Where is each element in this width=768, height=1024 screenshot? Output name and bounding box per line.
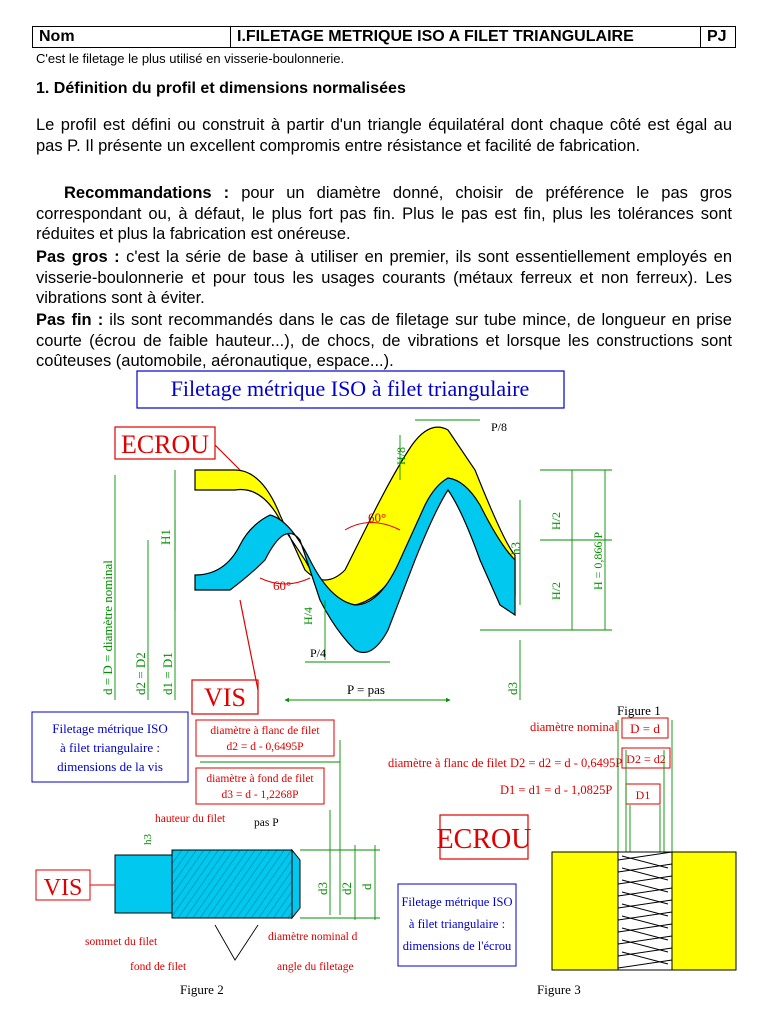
figure-2-caption: Figure 2 xyxy=(180,982,224,997)
fig3-box-line2: à filet triangulaire : xyxy=(408,917,506,931)
h3-label: h3 xyxy=(508,542,523,555)
fig3-D-eq: D = d xyxy=(630,721,660,736)
ecrou-leader xyxy=(215,445,240,470)
fig3-D2-eq: D2 = d2 xyxy=(626,752,666,766)
fig2-fond-1: diamètre à fond de filet xyxy=(206,773,314,785)
h8-label: H/8 xyxy=(394,447,408,465)
figure-3 xyxy=(388,718,736,997)
angle-top: 60° xyxy=(368,510,387,525)
fig2-pas: pas P xyxy=(254,817,279,829)
fig2-angle: angle du filetage xyxy=(277,961,354,973)
p4-label: P/4 xyxy=(310,646,327,660)
fig3-D1-formula: D1 = d1 = d - 1,0825P xyxy=(500,783,613,797)
fig2-fond-2: d3 = d - 1,2268P xyxy=(221,789,299,801)
section-heading: 1. Définition du profil et dimensions normalisées xyxy=(36,80,406,97)
fig2-d: d xyxy=(359,883,374,890)
pas-label: P = pas xyxy=(347,682,385,697)
pas-gros-text: c'est la série de base à utiliser en premier, ils sont essentiellement employés en visserie-boulonnerie et pour tous les usages courants (métaux ferreux et non ferreux). Les vibrations sont à éviter. xyxy=(36,248,733,307)
angle-bottom: 60° xyxy=(273,578,292,593)
ecrou-label: ECROU xyxy=(120,430,210,459)
pas-gros-label: Pas gros : xyxy=(36,248,120,266)
pas-fin-label: Pas fin : xyxy=(36,311,104,329)
pas-fin-text: ils sont recommandés dans le cas de filetage sur tube mince, de longueur en prise courte (écrou de faible hauteur...), de chocs, de vibrations et lorsque les constructions sont coûteuses (automobile, aéronautique, espace...). xyxy=(36,311,732,370)
d2-label: d2 = D2 xyxy=(133,652,148,695)
h-label: H = 0,866 P xyxy=(591,531,605,590)
fig3-D1: D1 xyxy=(635,788,651,802)
screw-thread xyxy=(172,850,292,918)
fig3-flanc: diamètre à flanc de filet xyxy=(388,756,507,770)
fig2-sommet: sommet du filet xyxy=(85,936,158,948)
fig2-d3: d3 xyxy=(315,882,330,895)
h1-label: H1 xyxy=(158,529,173,545)
figure-2 xyxy=(32,712,380,997)
reco-label: Recommandations : xyxy=(64,184,230,202)
fig2-hauteur: hauteur du filet xyxy=(155,813,226,825)
vis-leader xyxy=(240,600,258,690)
d3-label: d3 xyxy=(505,682,520,695)
fig2-box-line1: Filetage métrique ISO xyxy=(52,721,168,736)
h2-upper: H/2 xyxy=(549,512,563,530)
h4-label: H/4 xyxy=(301,607,315,625)
fig3-box-line3: dimensions de l'écrou xyxy=(402,939,512,953)
vis-label: VIS xyxy=(204,683,246,712)
figure-3-caption: Figure 3 xyxy=(537,982,581,997)
name-cell: Nom xyxy=(33,27,231,47)
fig2-box-line2: à filet triangulaire : xyxy=(60,740,160,755)
reco-text: pour un diamètre donné, choisir de préférence le pas gros correspondant ou, à défaut, le plus fort pas fin. Plus le pas est fin, plus les tolérances sont réduites et plus la fabrication est onéreuse. xyxy=(36,184,732,243)
fig2-d2: d2 xyxy=(339,882,354,895)
document-title: I.FILETAGE METRIQUE ISO A FILET TRIANGULAIRE xyxy=(231,27,701,47)
figure-1-title: Filetage métrique ISO à filet triangulaire xyxy=(170,376,530,401)
screw-shank xyxy=(115,855,175,913)
intro-text: C'est le filetage le plus utilisé en visserie-boulonnerie. xyxy=(36,51,345,66)
fig3-box-line1: Filetage métrique ISO xyxy=(401,895,513,909)
profile-paragraph: Le profil est défini ou construit à partir d'un triangle équilatéral dont chaque côté est égal au pas P. Il présente un excellent compromis entre résistance et facilité de fabrication. xyxy=(36,116,732,155)
figure-1-caption: Figure 1 xyxy=(617,703,661,718)
h2-lower: H/2 xyxy=(549,582,563,600)
fig2-box-line3: dimensions de la vis xyxy=(57,759,163,774)
fig2-fond: fond de filet xyxy=(130,961,187,973)
document-code: PJ xyxy=(707,28,727,45)
fig2-flanc-2: d2 = d - 0,6495P xyxy=(226,741,304,753)
fig2-flanc-1: diamètre à flanc de filet xyxy=(210,725,320,737)
p8-label: P/8 xyxy=(491,420,508,434)
d1-label: d1 = D1 xyxy=(160,652,175,695)
fig3-D2-formula: D2 = d2 = d - 0,6495P xyxy=(510,756,623,770)
fig2-h3: h3 xyxy=(142,834,154,845)
fig2-vis-label: VIS xyxy=(43,875,83,901)
fig3-nominal: diamètre nominal xyxy=(530,720,618,734)
figure-1 xyxy=(100,371,661,718)
fig3-ecrou: ECROU xyxy=(436,824,532,855)
fig2-nominal: diamètre nominal d xyxy=(268,931,358,943)
d-diameter-label: d = D = diamètre nominal xyxy=(100,560,115,695)
